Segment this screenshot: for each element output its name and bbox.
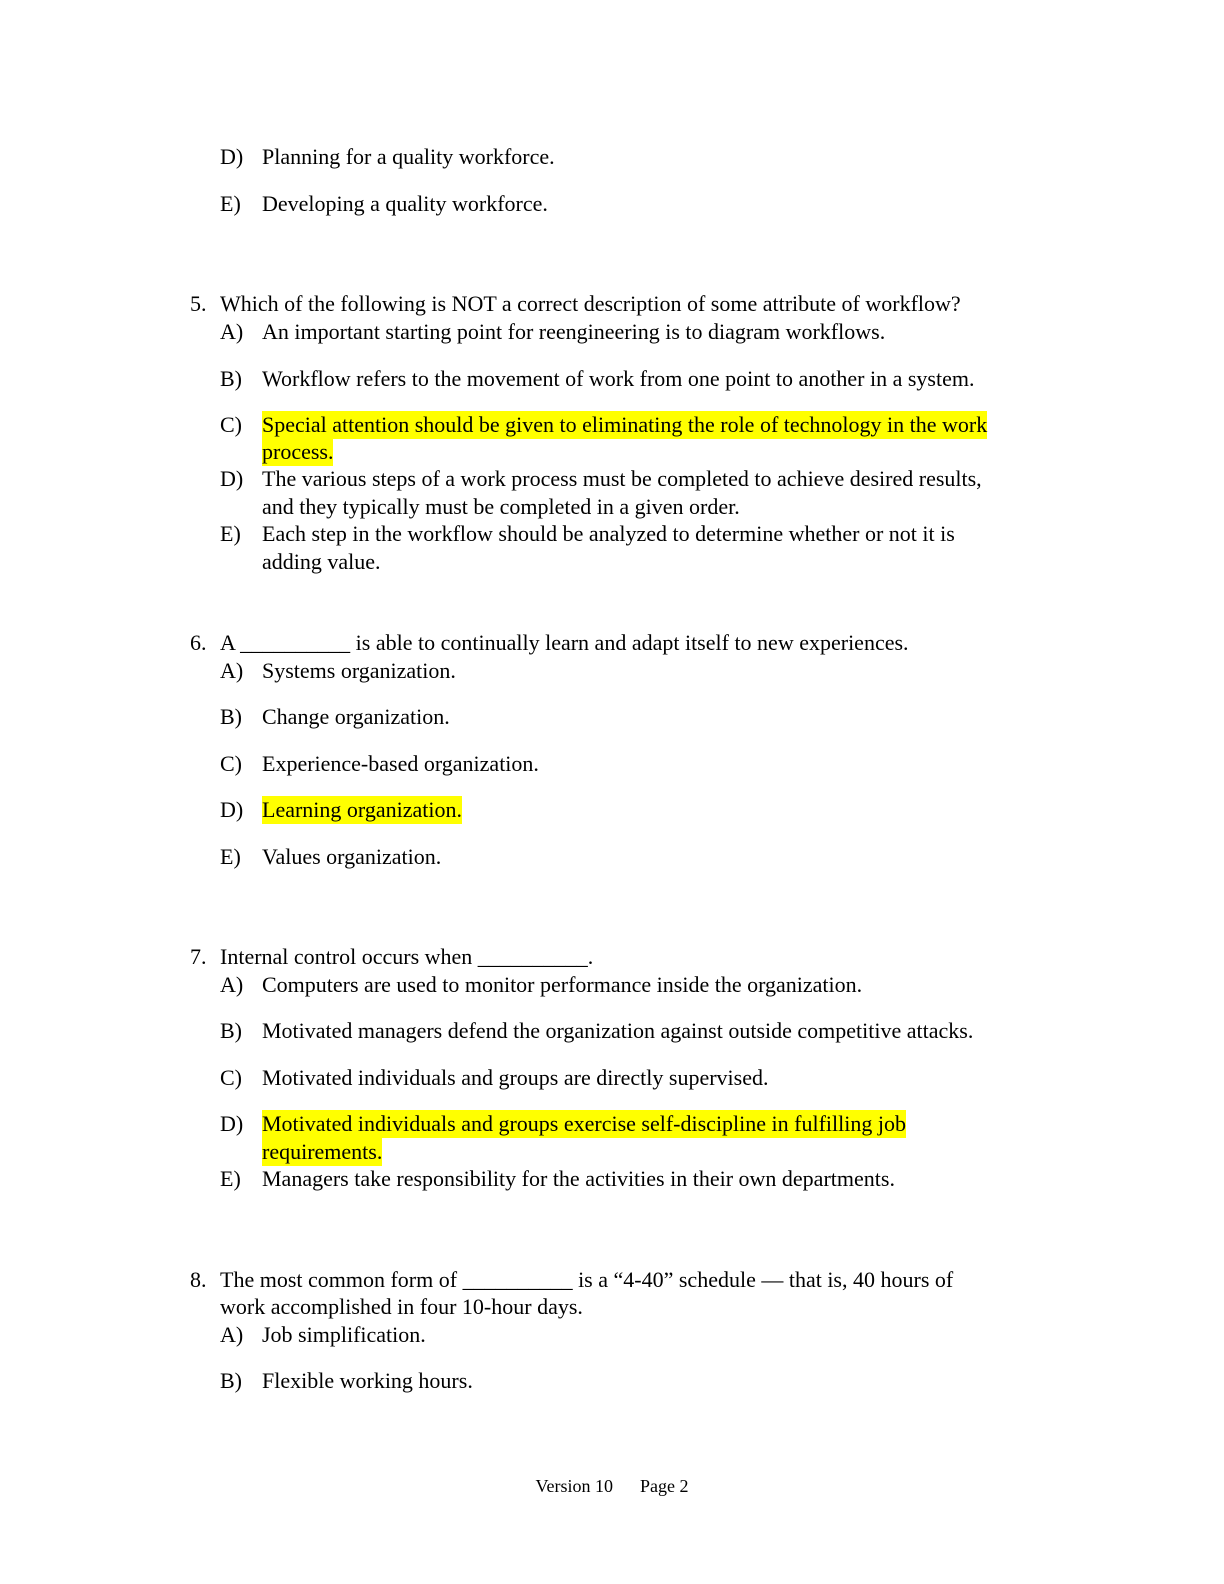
option-text: Job simplification.: [262, 1322, 426, 1347]
highlighted-answer-text: Motivated individuals and groups exercise self-discipline in fulfilling job: [262, 1111, 906, 1136]
question-number: 5.: [190, 291, 207, 316]
option-letter: A): [220, 972, 244, 997]
option-text: Each step in the workflow should be analyzed to determine whether or not it is: [262, 521, 955, 546]
question-stem: A __________ is able to continually learn and adapt itself to new experiences.: [220, 630, 909, 655]
option-text: Planning for a quality workforce.: [262, 144, 555, 169]
option-letter: E): [220, 521, 241, 546]
option-letter: E): [220, 191, 241, 216]
highlighted-answer-text: process.: [262, 439, 334, 464]
page-footer: [0, 1474, 1224, 1498]
option-letter: D): [220, 797, 244, 822]
option-letter: A): [220, 319, 244, 344]
option-text: Managers take responsibility for the activities in their own departments.: [262, 1166, 895, 1191]
option-letter: D): [220, 144, 244, 169]
option-letter: E): [220, 1166, 241, 1191]
question-stem: Which of the following is NOT a correct description of some attribute of workflow?: [220, 291, 961, 316]
highlighted-answer-text: Learning organization.: [262, 797, 462, 822]
option-text: Change organization.: [262, 704, 450, 729]
option-letter: E): [220, 844, 241, 869]
question-number: 6.: [190, 630, 207, 655]
option-text: adding value.: [262, 549, 381, 574]
question-stem: Internal control occurs when __________.: [220, 944, 594, 969]
option-text: Experience-based organization.: [262, 751, 539, 776]
option-text: The various steps of a work process must be completed to achieve desired results,: [262, 466, 982, 491]
option-text: Motivated individuals and groups are directly supervised.: [262, 1065, 769, 1090]
option-letter: B): [220, 1368, 242, 1393]
option-letter: D): [220, 1111, 244, 1136]
option-letter: B): [220, 1018, 242, 1043]
option-letter: B): [220, 366, 242, 391]
option-letter: C): [220, 1065, 242, 1090]
option-letter: B): [220, 704, 242, 729]
question-stem: work accomplished in four 10-hour days.: [220, 1294, 583, 1319]
option-text: and they typically must be completed in a given order.: [262, 494, 740, 519]
option-text: Developing a quality workforce.: [262, 191, 548, 216]
option-letter: A): [220, 658, 244, 683]
page-number: Page 2: [640, 1476, 689, 1496]
option-text: Flexible working hours.: [262, 1368, 473, 1393]
version-label: Version 10: [535, 1476, 613, 1496]
option-text: Computers are used to monitor performance inside the organization.: [262, 972, 863, 997]
question-number: 7.: [190, 944, 207, 969]
option-letter: A): [220, 1322, 244, 1347]
question-stem: The most common form of __________ is a “4-40” schedule — that is, 40 hours of: [220, 1267, 954, 1292]
option-text: Workflow refers to the movement of work from one point to another in a system.: [262, 366, 975, 391]
question-number: 8.: [190, 1267, 207, 1292]
option-letter: C): [220, 751, 242, 776]
option-letter: D): [220, 466, 244, 491]
highlighted-answer-text: requirements.: [262, 1139, 383, 1164]
option-letter: C): [220, 412, 242, 437]
option-text: Systems organization.: [262, 658, 456, 683]
option-text: Motivated managers defend the organization against outside competitive attacks.: [262, 1018, 974, 1043]
highlighted-answer-text: Special attention should be given to eliminating the role of technology in the work: [262, 412, 988, 437]
option-text: Values organization.: [262, 844, 442, 869]
option-text: An important starting point for reengineering is to diagram workflows.: [262, 319, 886, 344]
